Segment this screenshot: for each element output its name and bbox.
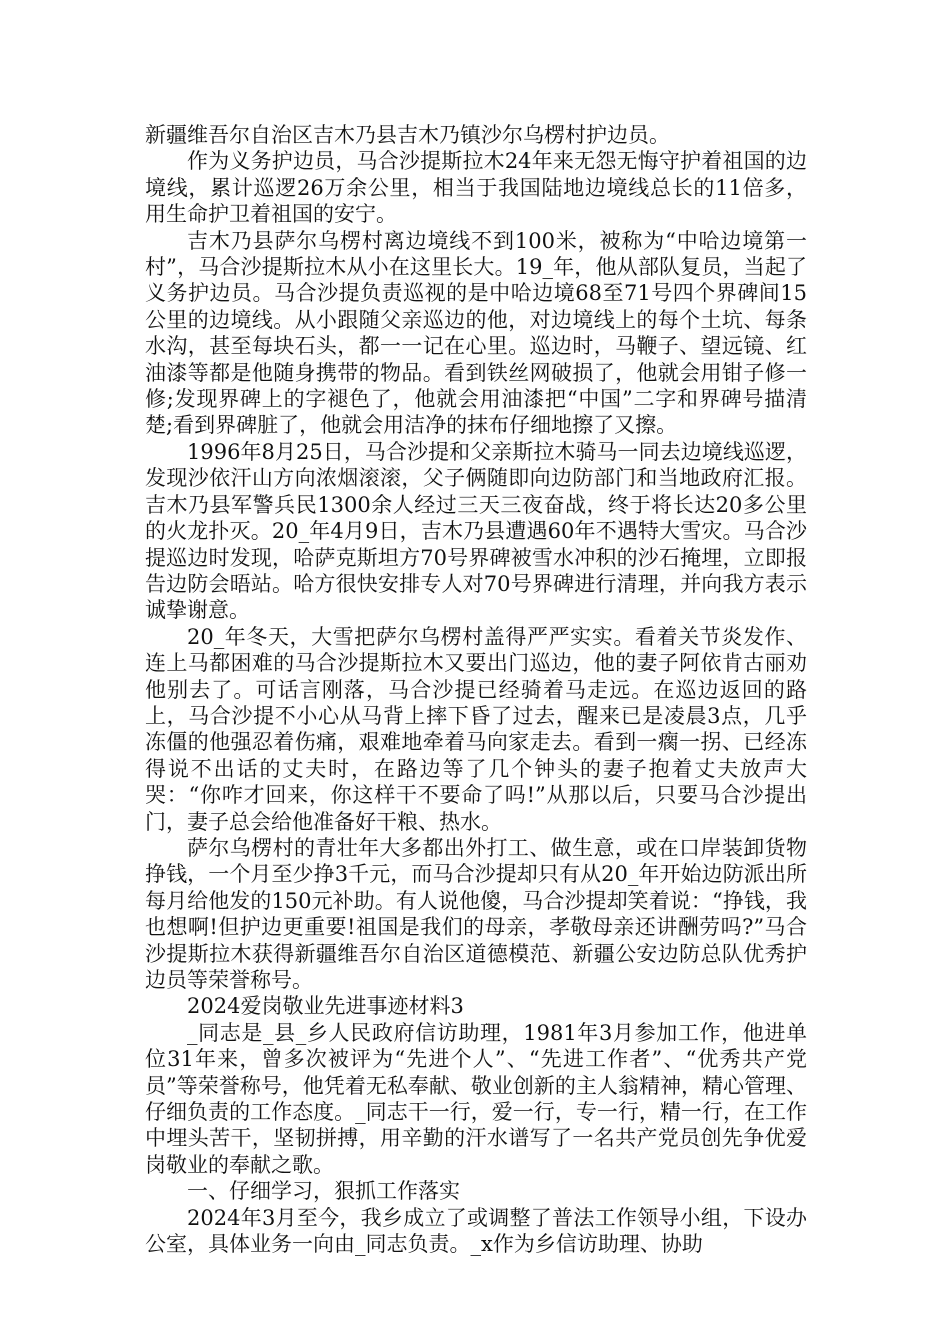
paragraph-3: 吉木乃县萨尔乌楞村离边境线不到100米，被称为“中哈边境第一村”，马合沙提斯拉木从小在这里长大。19_年，他从部队复员，当起了义务护边员。马合沙提负责巡视的是中哈边境68至71号四个界碑间15公里的边境线。从小跟随父亲巡边的他，对边境线上的每个土坑、每条水沟，甚至每块石头，都一一记在心里。巡边时，马鞭子、望远镜、红油漆等都是他随身携带的物品。看到铁丝网破损了，他就会用钳子修一修;发现界碑上的字褪色了，他就会用油漆把“中国”二字和界碑号描清楚;看到界碑脏了，他就会用洁净的抹布仔细地擦了又擦。 [145, 228, 807, 438]
paragraph-1: 新疆维吾尔自治区吉木乃县吉木乃镇沙尔乌楞村护边员。 [145, 123, 670, 147]
subheading-1: 一、仔细学习，狠抓工作落实 [187, 1179, 460, 1204]
document-body [145, 122, 807, 1257]
paragraph-2: 作为义务护边员，马合沙提斯拉木24年来无怨无悔守护着祖国的边境线，累计巡逻26万余公里，相当于我国陆地边境线总长的11倍多，用生命护卫着祖国的安宁。 [145, 149, 807, 227]
paragraph-4: 1996年8月25日，马合沙提和父亲斯拉木骑马一同去边境线巡逻，发现沙依汗山方向浓烟滚滚，父子俩随即向边防部门和当地政府汇报。吉木乃县军警兵民1300余人经过三天三夜奋战，终于将长达20多公里的火龙扑灭。20_年4月9日，吉木乃县遭遇60年不遇特大雪灾。马合沙提巡边时发现，哈萨克斯坦方70号界碑被雪水冲积的沙石掩埋，立即报告边防会晤站。哈方很快安排专人对70号界碑进行清理，并向我方表示诚挚谢意。 [145, 439, 807, 623]
paragraph-7: _同志是_县_乡人民政府信访助理，1981年3月参加工作，他进单位31年来，曾多次被评为“先进个人”、“先进工作者”、“优秀共产党员”等荣誉称号，他凭着无私奉献、敬业创新的主人翁精神，精心管理、仔细负责的工作态度。_同志干一行，爱一行，专一行，精一行，在工作中埋头苦干，坚韧拼搏，用辛勤的汗水谱写了一名共产党员创先争优爱岗敬业的奉献之歌。 [145, 1020, 807, 1177]
section-heading-material-3: 2024爱岗敬业先进事迹材料3 [187, 994, 464, 1019]
paragraph-5: 20_年冬天，大雪把萨尔乌楞村盖得严严实实。看着关节炎发作、连上马都困难的马合沙提斯拉木又要出门巡边，他的妻子阿依肯古丽劝他别去了。可话言刚落，马合沙提已经骑着马走远。在巡边返回的路上，马合沙提不小心从马背上摔下昏了过去，醒来已是凌晨3点，几乎冻僵的他强忍着伤痛，艰难地牵着马向家走去。看到一瘸一拐、已经冻得说不出话的丈夫时，在路边等了几个钟头的妻子抱着丈夫放声大哭：“你咋才回来，你这样干不要命了吗!”从那以后，只要马合沙提出门，妻子总会给他准备好干粮、热水。 [145, 624, 807, 834]
paragraph-6: 萨尔乌楞村的青壮年大多都出外打工、做生意，或在口岸装卸货物挣钱，一个月至少挣3千元，而马合沙提却只有从20_年开始边防派出所每月给他发的150元补助。有人说他傻，马合沙提却笑着说：“挣钱，我也想啊!但护边更重要!祖国是我们的母亲，孝敬母亲还讲酬劳吗?”马合沙提斯拉木获得新疆维吾尔自治区道德模范、新疆公安边防总队优秀护边员等荣誉称号。 [145, 835, 807, 992]
paragraph-8: 2024年3月至今，我乡成立了或调整了普法工作领导小组，下设办公室，具体业务一向由_同志负责。_x作为乡信访助理、协助 [145, 1205, 807, 1257]
